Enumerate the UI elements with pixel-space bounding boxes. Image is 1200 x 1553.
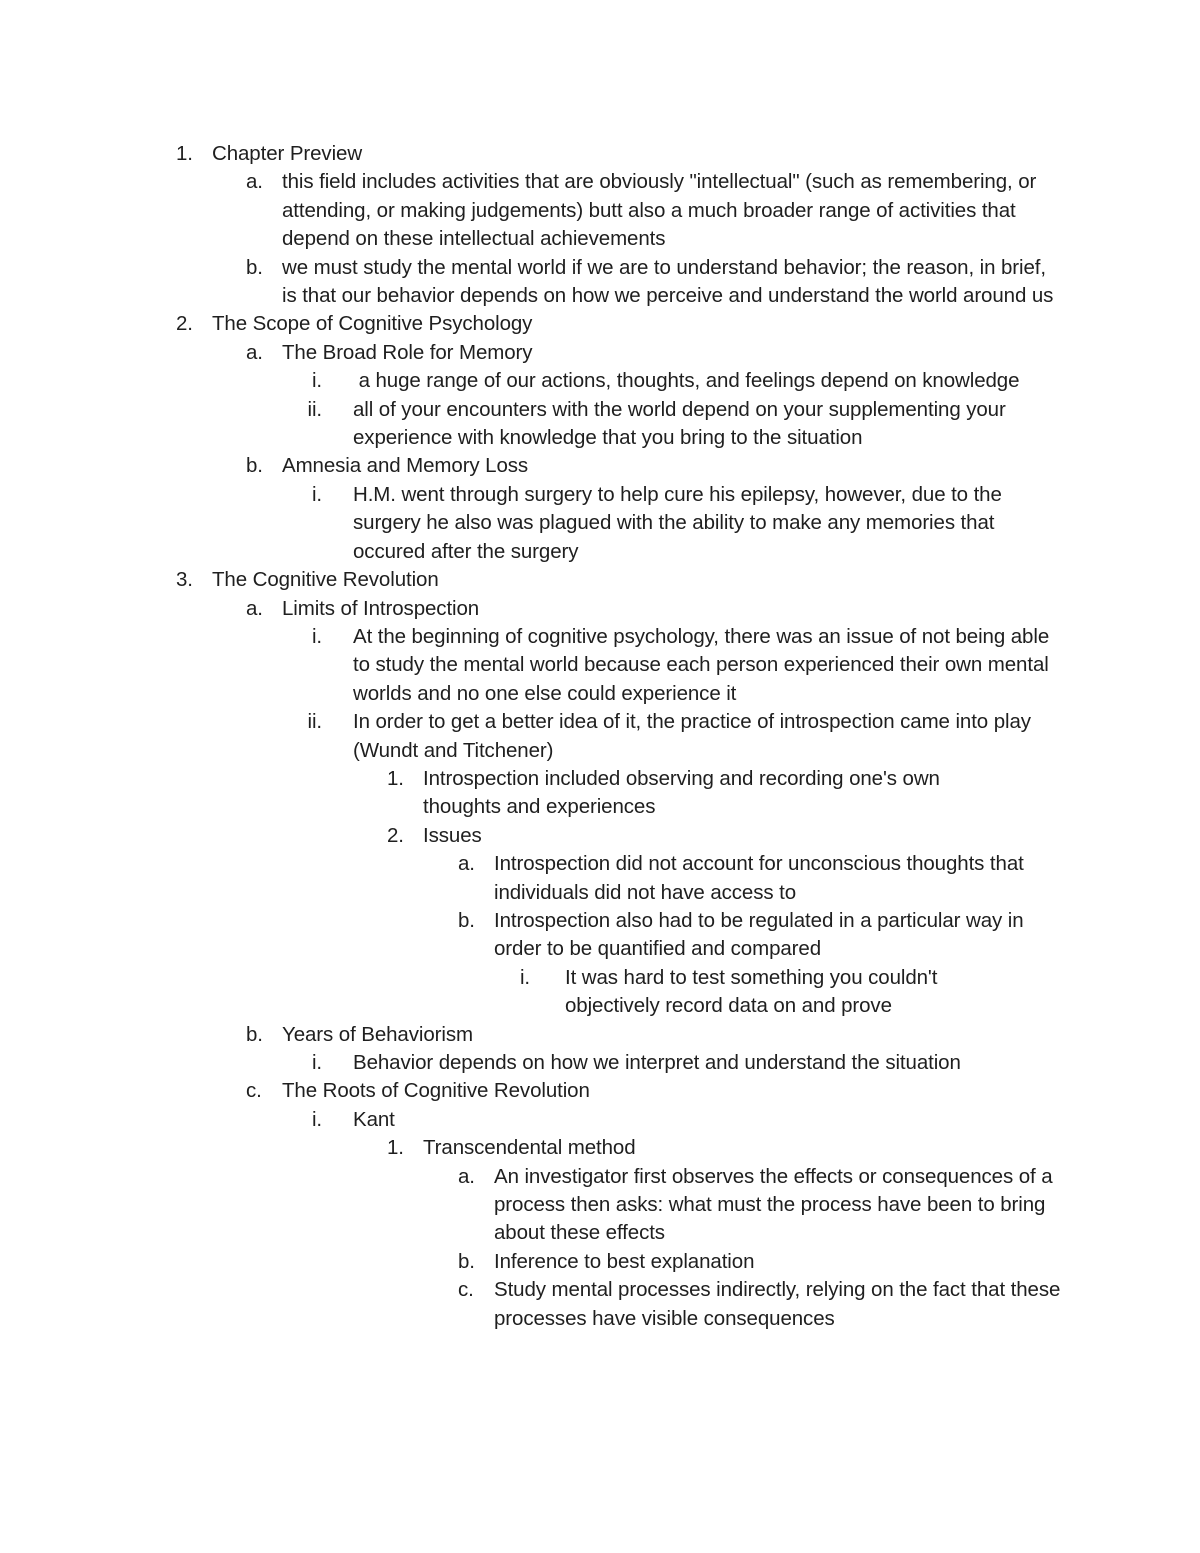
list-text: all of your encounters with the world depend on your supplementing your experience with knowledge that you bring to the situation <box>353 397 1006 450</box>
list-marker: ii. <box>307 710 322 734</box>
list-text: we must study the mental world if we are to understand behavior; the reason, in brief, is that our behavior depends on how we perceive and understand the world around us <box>282 255 1054 308</box>
list-text: H.M. went through surgery to help cure his epilepsy, however, due to the surgery he also was plagued with the ability to make any memories that occured after the surgery <box>353 482 1002 563</box>
list-marker: 1. <box>387 766 404 790</box>
list-text: The Cognitive Revolution <box>212 568 439 592</box>
list-text: The Roots of Cognitive Revolution <box>282 1079 590 1103</box>
list-marker: a. <box>246 170 263 194</box>
list-marker: a. <box>246 340 263 364</box>
list-text: Years of Behaviorism <box>282 1022 473 1046</box>
list-text: At the beginning of cognitive psychology, there was an issue of not being able to study the mental world because each person experienced their own mental worlds and no one else could experience it <box>353 624 1050 705</box>
list-marker: b. <box>246 1022 263 1046</box>
list-marker: 1. <box>176 142 193 165</box>
outline-item <box>0 168 1200 253</box>
outline-item <box>0 1106 1200 1134</box>
list-marker: i. <box>311 1051 322 1074</box>
list-text: Introspection included observing and recording one's own thoughts and experiences <box>423 766 940 819</box>
list-marker: b. <box>246 454 263 478</box>
list-marker: 2. <box>176 312 193 336</box>
list-text: Amnesia and Memory Loss <box>282 454 529 478</box>
list-text: An investigator first observes the effects or consequences of a process then asks: what must the process have been to bring about these effects <box>494 1164 1053 1245</box>
list-marker: i. <box>519 965 530 989</box>
notes-outline <box>0 140 1200 1333</box>
outline-item <box>0 254 1200 311</box>
outline-item <box>0 396 1200 453</box>
outline-item <box>0 566 1200 594</box>
list-text: It was hard to test something you couldn't objectively record data on and prove <box>565 965 938 1018</box>
outline-item <box>0 339 1200 367</box>
list-text: Issues <box>423 823 482 847</box>
list-text: The Broad Role for Memory <box>282 340 533 364</box>
outline-item <box>0 1021 1200 1049</box>
list-text: this field includes activities that are obviously "intellectual" (such as remembering, or attending, or making judgements) butt also a much broader range of activities that depend on these intellectual achievements <box>282 170 1037 251</box>
list-marker: i. <box>311 369 322 393</box>
list-text: Introspection also had to be regulated in a particular way in order to be quantified and compared <box>494 908 1024 961</box>
list-text: The Scope of Cognitive Psychology <box>212 312 533 336</box>
list-marker: i. <box>311 1107 322 1131</box>
list-text: Kant <box>353 1107 395 1131</box>
outline-item <box>0 1134 1200 1162</box>
outline-item <box>0 1077 1200 1105</box>
list-text: a huge range of our actions, thoughts, and feelings depend on knowledge <box>353 369 1020 393</box>
list-marker: a. <box>246 596 263 620</box>
list-marker: b. <box>458 908 475 932</box>
list-marker: a. <box>458 1164 475 1188</box>
list-marker: i. <box>311 624 322 648</box>
list-text: In order to get a better idea of it, the practice of introspection came into play (Wundt and Titchener) <box>353 710 1031 762</box>
outline-item <box>0 452 1200 480</box>
outline-item <box>0 1163 1200 1248</box>
list-text: Behavior depends on how we interpret and understand the situation <box>353 1051 961 1074</box>
list-text: Study mental processes indirectly, relying on the fact that these processes have visible consequences <box>494 1278 1061 1330</box>
outline-item <box>0 140 1200 168</box>
list-marker: 1. <box>387 1136 404 1160</box>
list-marker: 2. <box>387 823 404 847</box>
outline-item <box>0 1276 1200 1333</box>
list-text: Inference to best explanation <box>494 1249 755 1273</box>
list-marker: b. <box>458 1249 475 1273</box>
outline-item <box>0 367 1200 395</box>
list-marker: b. <box>246 255 263 279</box>
list-marker: ii. <box>307 397 322 421</box>
outline-item <box>0 310 1200 338</box>
outline-item <box>0 1248 1200 1276</box>
outline-item <box>0 907 1200 964</box>
list-marker: 3. <box>176 568 193 592</box>
outline-item <box>0 481 1200 566</box>
list-text: Chapter Preview <box>212 142 363 165</box>
list-marker: c. <box>246 1079 262 1103</box>
list-marker: a. <box>458 852 475 876</box>
outline-item <box>0 964 1200 1021</box>
outline-item <box>0 1049 1200 1077</box>
outline-item <box>0 595 1200 623</box>
outline-item <box>0 765 1200 822</box>
list-marker: i. <box>311 482 322 506</box>
list-text: Transcendental method <box>423 1136 636 1160</box>
outline-item <box>0 850 1200 907</box>
list-text: Limits of Introspection <box>282 596 480 620</box>
list-marker: c. <box>458 1278 474 1302</box>
outline-item <box>0 623 1200 708</box>
list-text: Introspection did not account for unconscious thoughts that individuals did not have access to <box>494 852 1024 904</box>
outline-item <box>0 822 1200 850</box>
outline-item <box>0 708 1200 765</box>
